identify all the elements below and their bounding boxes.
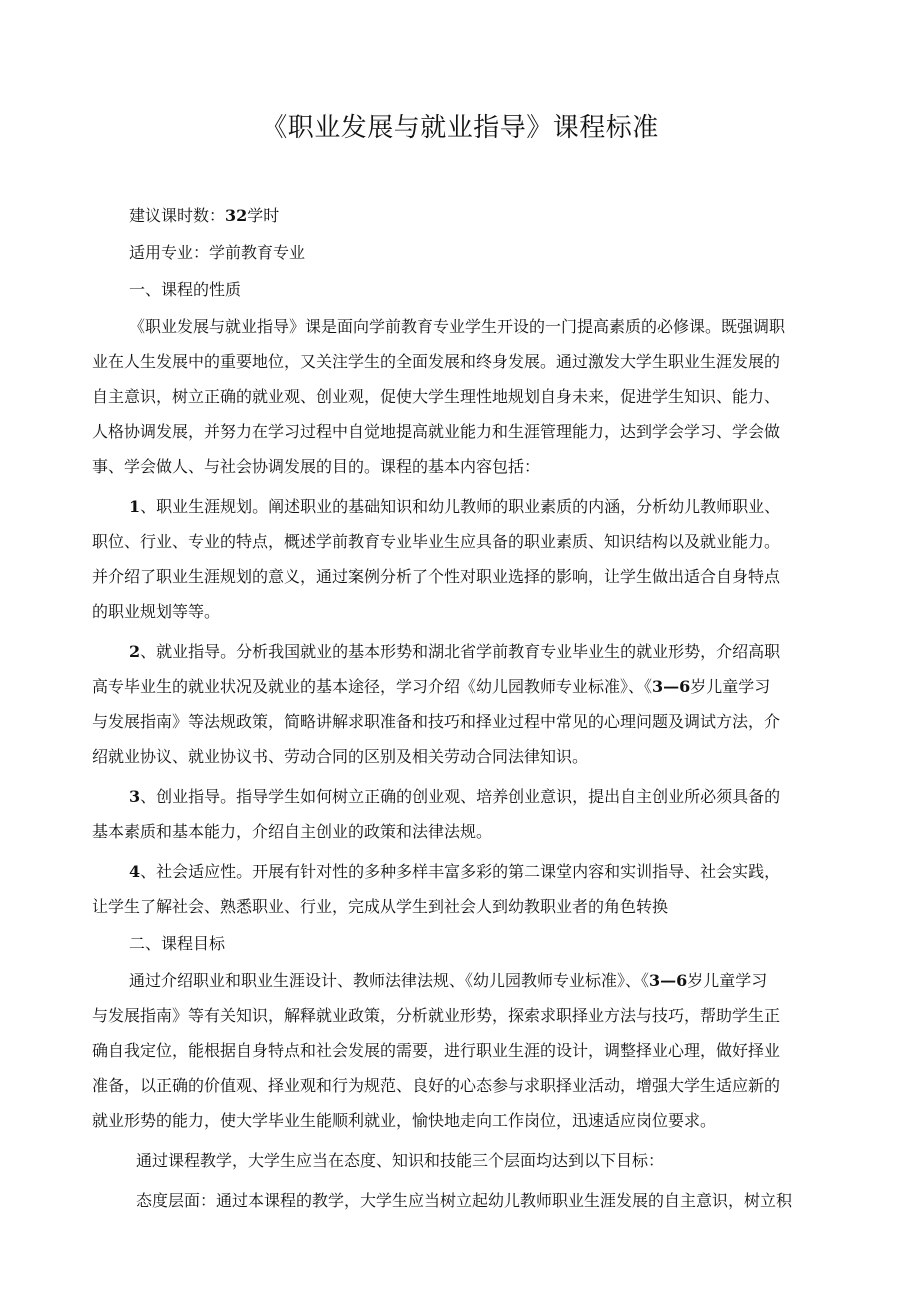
item2-line (129, 642, 780, 662)
suggested-hours-line (129, 206, 279, 226)
item3-line (129, 787, 780, 807)
hours-label: 建议课时数： (129, 206, 226, 225)
goal-paragraph-line: 就业形势的能力，使大学毕业生能顺利就业，愉快地走向工作岗位，迅速适应岗位要求。 (92, 1111, 717, 1130)
item2-number: 2 (129, 642, 141, 661)
item3-line: 基本素质和基本能力，介绍自主创业的政策和法律法规。 (92, 822, 493, 841)
section-heading-nature: 一、课程的性质 (129, 280, 242, 299)
age-range: 3—6 (652, 677, 691, 696)
item3-number: 3 (129, 787, 141, 806)
item1-number: 1 (129, 497, 141, 516)
item1-line (129, 497, 780, 517)
levels-intro-line: 通过课程教学，大学生应当在态度、知识和技能三个层面均达到以下目标： (136, 1151, 665, 1170)
intro-paragraph-line: 业在人生发展中的重要地位，又关注学生的全面发展和终身发展。通过激发大学生职业生涯发展的 (92, 352, 781, 371)
goal-text: 岁儿童学习 (687, 971, 768, 990)
attitude-level-line: 态度层面：通过本课程的教学，大学生应当树立起幼儿教师职业生涯发展的自主意识，树立积 (136, 1191, 793, 1210)
item2-text: 高专毕业生的就业状况及就业的基本途径，学习介绍《幼儿园教师专业标准》、《 (92, 677, 653, 696)
document-title: 《职业发展与就业指导》课程标准 (261, 113, 659, 143)
item2-line: 绍就业协议、就业协议书、劳动合同的区别及相关劳动合同法律知识。 (92, 747, 589, 766)
item4-text: 、社会适应性。开展有针对性的多种多样丰富多彩的第二课堂内容和实训指导、社会实践， (140, 862, 781, 881)
item1-text: 、职业生涯规划。阐述职业的基础知识和幼儿教师的职业素质的内涵，分析幼儿教师职业、 (140, 497, 781, 516)
item2-text: 岁儿童学习 (690, 677, 771, 696)
age-range: 3—6 (649, 971, 688, 990)
hours-unit: 学时 (247, 206, 280, 225)
section-heading-goals: 二、课程目标 (129, 934, 226, 953)
intro-paragraph-line: 人格协调发展，并努力在学习过程中自觉地提高就业能力和生涯管理能力，达到学会学习、学会做 (92, 422, 781, 441)
goal-paragraph-line: 与发展指南》等有关知识，解释就业政策，分析就业形势，探索求职择业方法与技巧，帮助学生正 (92, 1006, 781, 1025)
item2-text: 、就业指导。分析我国就业的基本形势和湖北省学前教育专业毕业生的就业形势，介绍高职 (140, 642, 781, 661)
item4-number: 4 (129, 862, 141, 881)
item2-line: 与发展指南》等法规政策，简略讲解求职准备和技巧和择业过程中常见的心理问题及调试方法，介 (92, 712, 781, 731)
intro-paragraph-line: 事、学会做人、与社会协调发展的目的。课程的基本内容包括： (92, 457, 541, 476)
goal-paragraph-line: 准备，以正确的价值观、择业观和行为规范、良好的心态参与求职择业活动，增强大学生适应新的 (92, 1076, 781, 1095)
applicable-major-line: 适用专业：学前教育专业 (129, 243, 306, 262)
item4-line: 让学生了解社会、熟悉职业、行业，完成从学生到社会人到幼教职业者的角色转换 (92, 897, 669, 916)
item3-text: 、创业指导。指导学生如何树立正确的创业观、培养创业意识，提出自主创业所必须具备的 (140, 787, 781, 806)
goal-paragraph-line: 确自我定位，能根据自身特点和社会发展的需要，进行职业生涯的设计，调整择业心理，做好择业 (92, 1041, 781, 1060)
item1-line: 并介绍了职业生涯规划的意义，通过案例分析了个性对职业选择的影响，让学生做出适合自身特点 (92, 567, 781, 586)
item1-line: 的职业规划等等。 (92, 602, 221, 621)
item4-line (129, 862, 780, 882)
item1-line: 职位、行业、专业的特点，概述学前教育专业毕业生应具备的职业素质、知识结构以及就业能力。 (92, 532, 781, 551)
intro-paragraph-line: 自主意识，树立正确的就业观、创业观，促使大学生理性地规划自身未来，促进学生知识、能力、 (92, 387, 781, 406)
intro-paragraph-line: 《职业发展与就业指导》课是面向学前教育专业学生开设的一门提高素质的必修课。既强调职 (129, 317, 786, 336)
goal-paragraph-line (129, 971, 767, 991)
item2-line (92, 677, 770, 697)
hours-value: 32 (225, 206, 248, 225)
goal-text: 通过介绍职业和职业生涯设计、教师法律法规、《幼儿园教师专业标准》、《 (129, 971, 650, 990)
